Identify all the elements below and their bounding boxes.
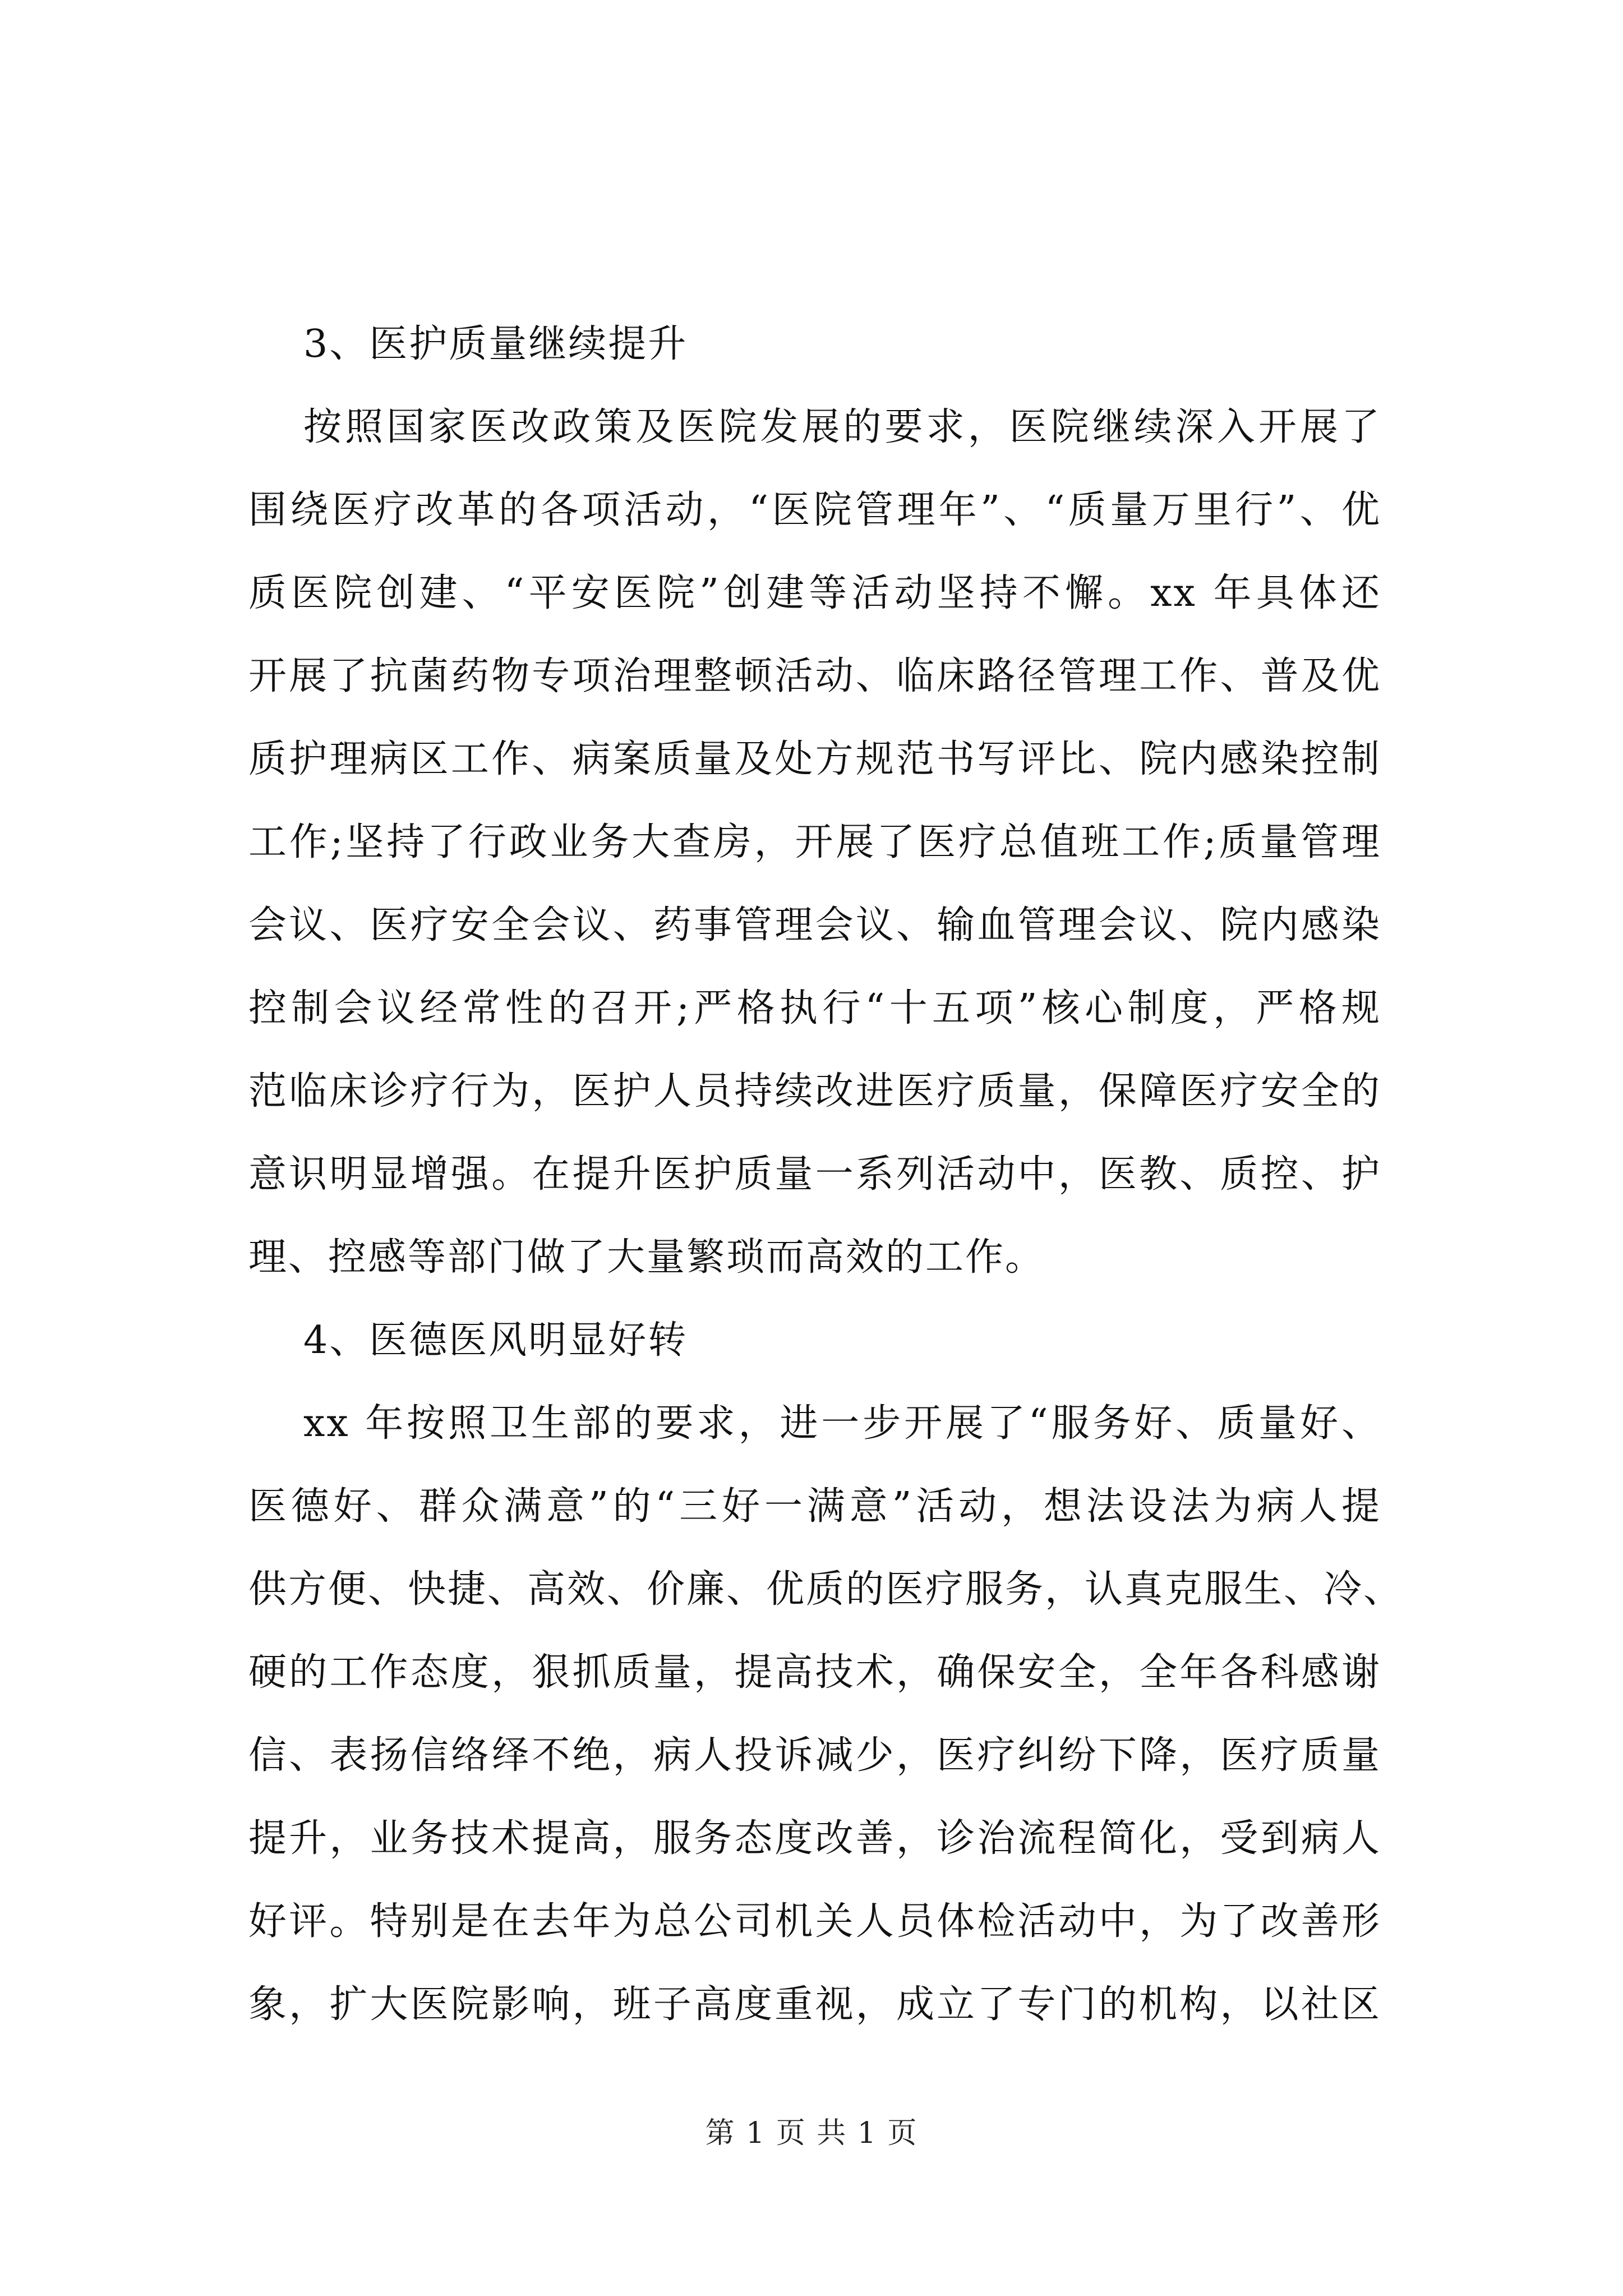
paragraph-line: 象，扩大医院影响，班子高度重视，成立了专门的机构，以社区	[248, 1982, 1381, 2027]
paragraph-ethics	[248, 1382, 1404, 2046]
section-heading-ethics: 4、医德医风明显好转	[303, 1318, 688, 1363]
paragraph-line: 好评。特别是在去年为总公司机关人员体检活动中，为了改善形	[248, 1899, 1381, 1944]
paragraph-quality	[248, 386, 1381, 1299]
paragraph-line: 提升，业务技术提高，服务态度改善，诊治流程简化，受到病人	[248, 1816, 1381, 1861]
paragraph-line: 按照国家医改政策及医院发展的要求，医院继续深入开展了	[303, 405, 1381, 449]
paragraph-line: 质护理病区工作、病案质量及处方规范书写评比、院内感染控制	[248, 737, 1381, 781]
paragraph-line: 工作;坚持了行政业务大查房，开展了医疗总值班工作;质量管理	[248, 820, 1381, 864]
document-body	[248, 303, 1404, 2046]
paragraph-line: 意识明显增强。在提升医护质量一系列活动中，医教、质控、护	[248, 1152, 1381, 1197]
paragraph-line: 理、控感等部门做了大量繁琐而高效的工作。	[248, 1235, 1045, 1280]
paragraph-line: 供方便、快捷、高效、价廉、优质的医疗服务，认真克服生、冷、	[248, 1567, 1404, 1612]
paragraph-line: 质医院创建、“平安医院”创建等活动坚持不懈。xx 年具体还	[248, 571, 1381, 615]
paragraph-line: 信、表扬信络绎不绝，病人投诉减少，医疗纠纷下降，医疗质量	[248, 1733, 1381, 1778]
paragraph-line: xx 年按照卫生部的要求，进一步开展了“服务好、质量好、	[303, 1401, 1381, 1446]
paragraph-line: 医德好、群众满意”的“三好一满意”活动，想法设法为病人提	[248, 1484, 1381, 1529]
paragraph-line: 控制会议经常性的召开;严格执行“十五项”核心制度，严格规	[248, 986, 1381, 1030]
page-footer: 第 1 页 共 1 页	[705, 2116, 918, 2150]
paragraph-line: 范临床诊疗行为，医护人员持续改进医疗质量，保障医疗安全的	[248, 1069, 1381, 1114]
paragraph-line: 硬的工作态度，狠抓质量，提高技术，确保安全，全年各科感谢	[248, 1650, 1381, 1695]
paragraph-line: 会议、医疗安全会议、药事管理会议、输血管理会议、院内感染	[248, 903, 1381, 947]
paragraph-line: 开展了抗菌药物专项治理整顿活动、临床路径管理工作、普及优	[248, 654, 1381, 698]
paragraph-line: 围绕医疗改革的各项活动，“医院管理年”、“质量万里行”、优	[248, 488, 1381, 532]
section-heading-quality: 3、医护质量继续提升	[303, 322, 688, 366]
